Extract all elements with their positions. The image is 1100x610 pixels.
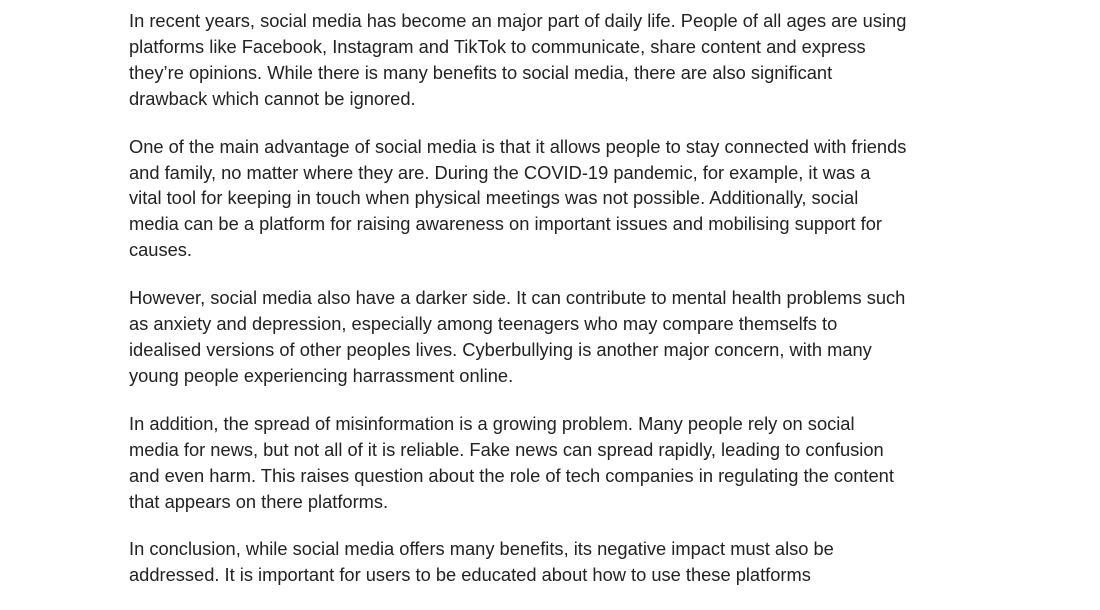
text-line: One of the main advantage of social media is that it allows people to stay connected with friends	[129, 135, 907, 157]
document-body	[129, 8, 989, 610]
text-line: However, social media also have a darker side. It can contribute to mental health problems such	[129, 287, 906, 309]
text-line: vital tool for keeping in touch when physical meetings was not possible. Additionally, social	[129, 187, 859, 209]
text-line: as anxiety and depression, especially among teenagers who may compare themselfs to	[129, 313, 838, 335]
text-line: In conclusion, while social media offers many benefits, its negative impact must also be	[129, 538, 834, 560]
text-line: In recent years, social media has become an major part of daily life. People of all ages are using	[129, 10, 907, 31]
text-line: media can be a platform for raising awareness on important issues and mobilising support for	[129, 213, 882, 235]
text-line: and even harm. This raises question about the role of tech companies in regulating the content	[129, 464, 894, 486]
paragraph-conclusion	[129, 536, 989, 588]
text-line: they’re opinions. While there is many benefits to social media, there are also significant	[129, 61, 833, 83]
text-line: causes.	[129, 239, 193, 261]
text-line: addressed. It is important for users to be educated about how to use these platforms	[129, 564, 811, 586]
text-line: media for news, but not all of it is reliable. Fake news can spread rapidly, leading to confusion	[129, 438, 884, 460]
paragraph-misinformation	[129, 411, 989, 515]
paragraph-darker-side	[129, 285, 989, 389]
text-line: idealised versions of other peoples lives. Cyberbullying is another major concern, with many	[129, 338, 872, 360]
text-line: and family, no matter where they are. During the COVID-19 pandemic, for example, it was a	[129, 161, 871, 183]
text-line: that appears on there platforms.	[129, 490, 389, 512]
text-line: platforms like Facebook, Instagram and TikTok to communicate, share content and express	[129, 35, 866, 57]
text-line: In addition, the spread of misinformation is a growing problem. Many people rely on social	[129, 412, 855, 434]
paragraph-advantages	[129, 134, 989, 264]
paragraph-introduction	[129, 8, 989, 112]
text-line: young people experiencing harrassment online.	[129, 364, 514, 386]
text-line: drawback which cannot be ignored.	[129, 87, 416, 109]
